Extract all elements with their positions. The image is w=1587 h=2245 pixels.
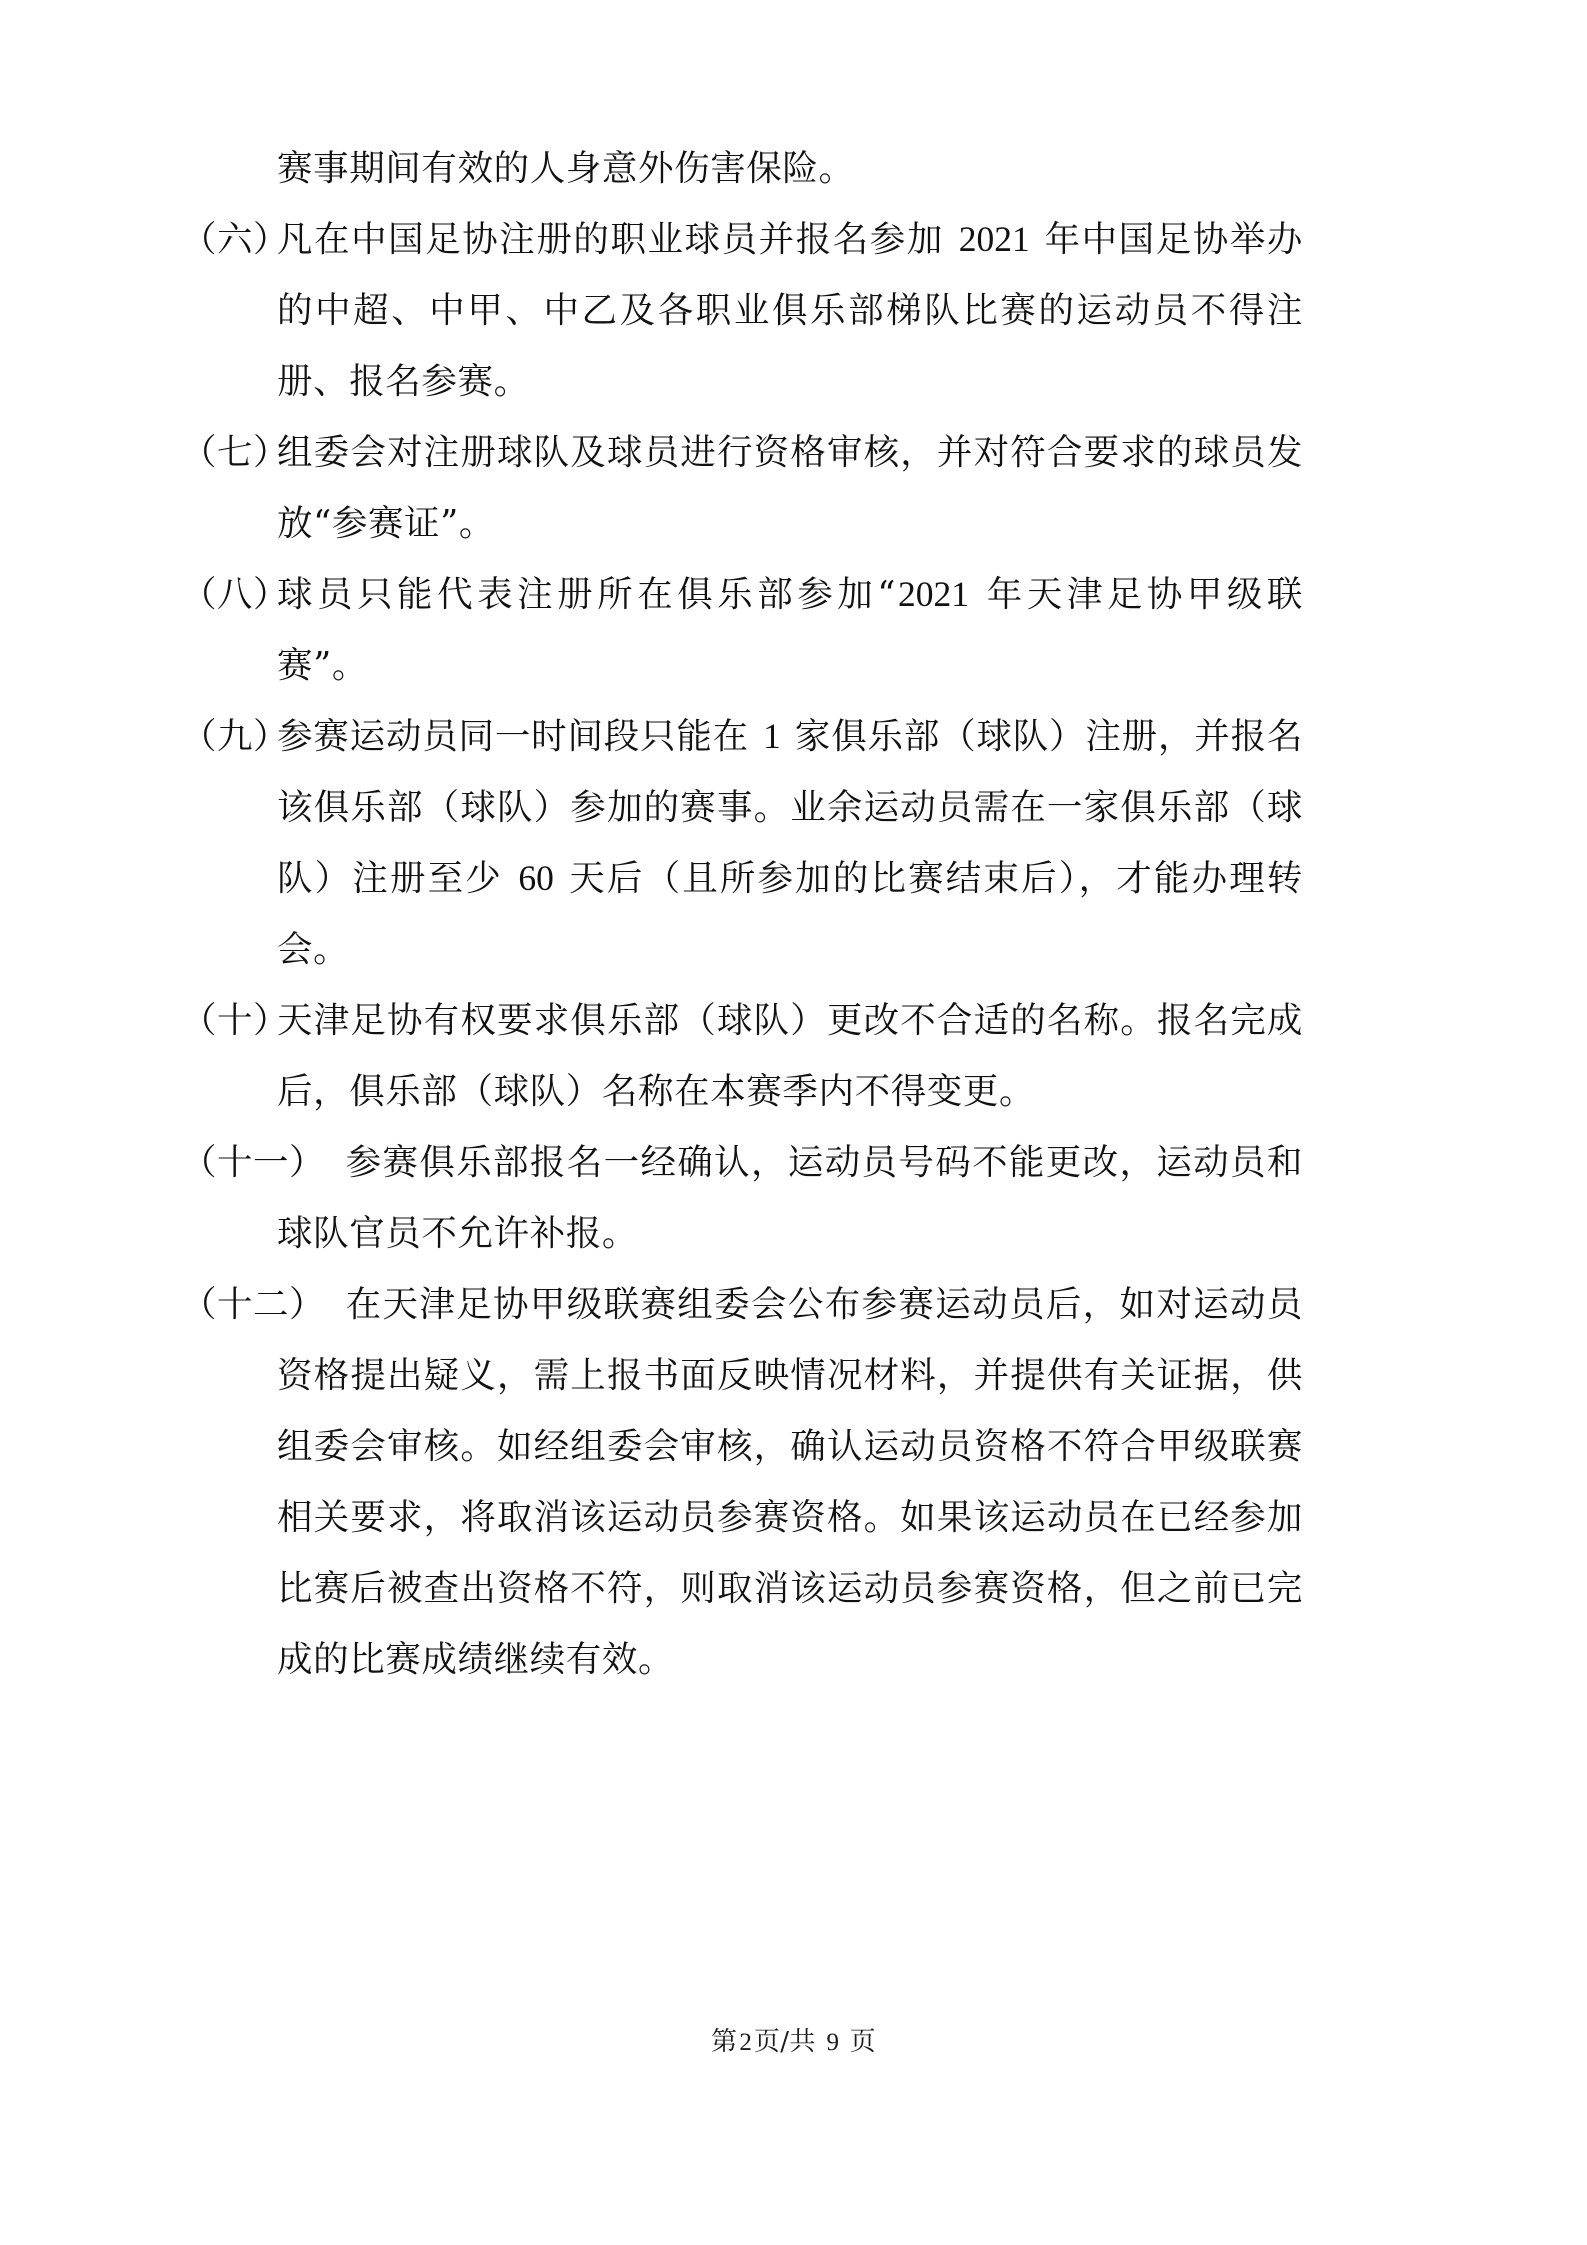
- list-item-text-11: 参赛俱乐部报名一经确认，运动员号码不能更改，运动员和球队官员不允许补报。: [277, 1142, 1303, 1254]
- list-item-10: [181, 985, 1303, 1127]
- document-body: [181, 133, 1303, 1695]
- list-item-text-12: 在天津足协甲级联赛组委会公布参赛运动员后，如对运动员资格提出疑义，需上报书面反映情况材料，并提供有关证据，供组委会审核。如经组委会审核，确认运动员资格不符合甲级联赛相关要求，将取消该运动员参赛资格。如果该运动员在已经参加比赛后被查出资格不符，则取消该运动员参赛资格，但之前已完成的比赛成绩继续有效。: [277, 1284, 1303, 1680]
- numeral: 2021: [958, 219, 1030, 259]
- list-item-text-6: 凡在中国足协注册的职业球员并报名参加 2021 年中国足协举办的中超、中甲、中乙及各职业俱乐部梯队比赛的运动员不得注册、报名参赛。: [277, 219, 1303, 402]
- list-item-7: [181, 417, 1303, 559]
- list-marker-8: （八）: [181, 574, 290, 615]
- numeral: 60: [518, 858, 554, 898]
- list-marker-11: （十一）: [181, 1142, 326, 1183]
- numeral: 2021: [898, 574, 969, 614]
- numeral: 9: [826, 2029, 839, 2056]
- list-item-11: [181, 1127, 1303, 1269]
- continuation-paragraph: 赛事期间有效的人身意外伤害保险。: [277, 148, 855, 189]
- list-marker-9: （九）: [181, 716, 290, 757]
- list-marker-12: （十二）: [181, 1284, 326, 1325]
- page-footer: [0, 2022, 1587, 2063]
- list-item-text-8: 球员只能代表注册所在俱乐部参加“2021 年天津足协甲级联赛”。: [277, 574, 1304, 686]
- numeral: 2: [739, 2029, 752, 2056]
- list-item-text-7: 组委会对注册球队及球员进行资格审核，并对符合要求的球员发放“参赛证”。: [277, 432, 1303, 544]
- page-footer-label: 第2页/共 9 页: [710, 2027, 877, 2057]
- list-item-12: [181, 1269, 1303, 1695]
- list-marker-6: （六）: [181, 219, 290, 260]
- list-item-6: [181, 204, 1303, 417]
- list-marker-7: （七）: [181, 432, 290, 473]
- list-item-text-10: 天津足协有权要求俱乐部（球队）更改不合适的名称。报名完成后，俱乐部（球队）名称在本赛季内不得变更。: [277, 1000, 1303, 1112]
- list-item-9: [181, 701, 1303, 985]
- list-item-text-9: 参赛运动员同一时间段只能在 1 家俱乐部（球队）注册，并报名该俱乐部（球队）参加的赛事。业余运动员需在一家俱乐部（球队）注册至少 60 天后（且所参加的比赛结束后），才能办理转会。: [277, 716, 1303, 970]
- numeral: 1: [763, 716, 781, 756]
- list-item-8: [181, 559, 1303, 701]
- list-marker-10: （十）: [181, 1000, 290, 1041]
